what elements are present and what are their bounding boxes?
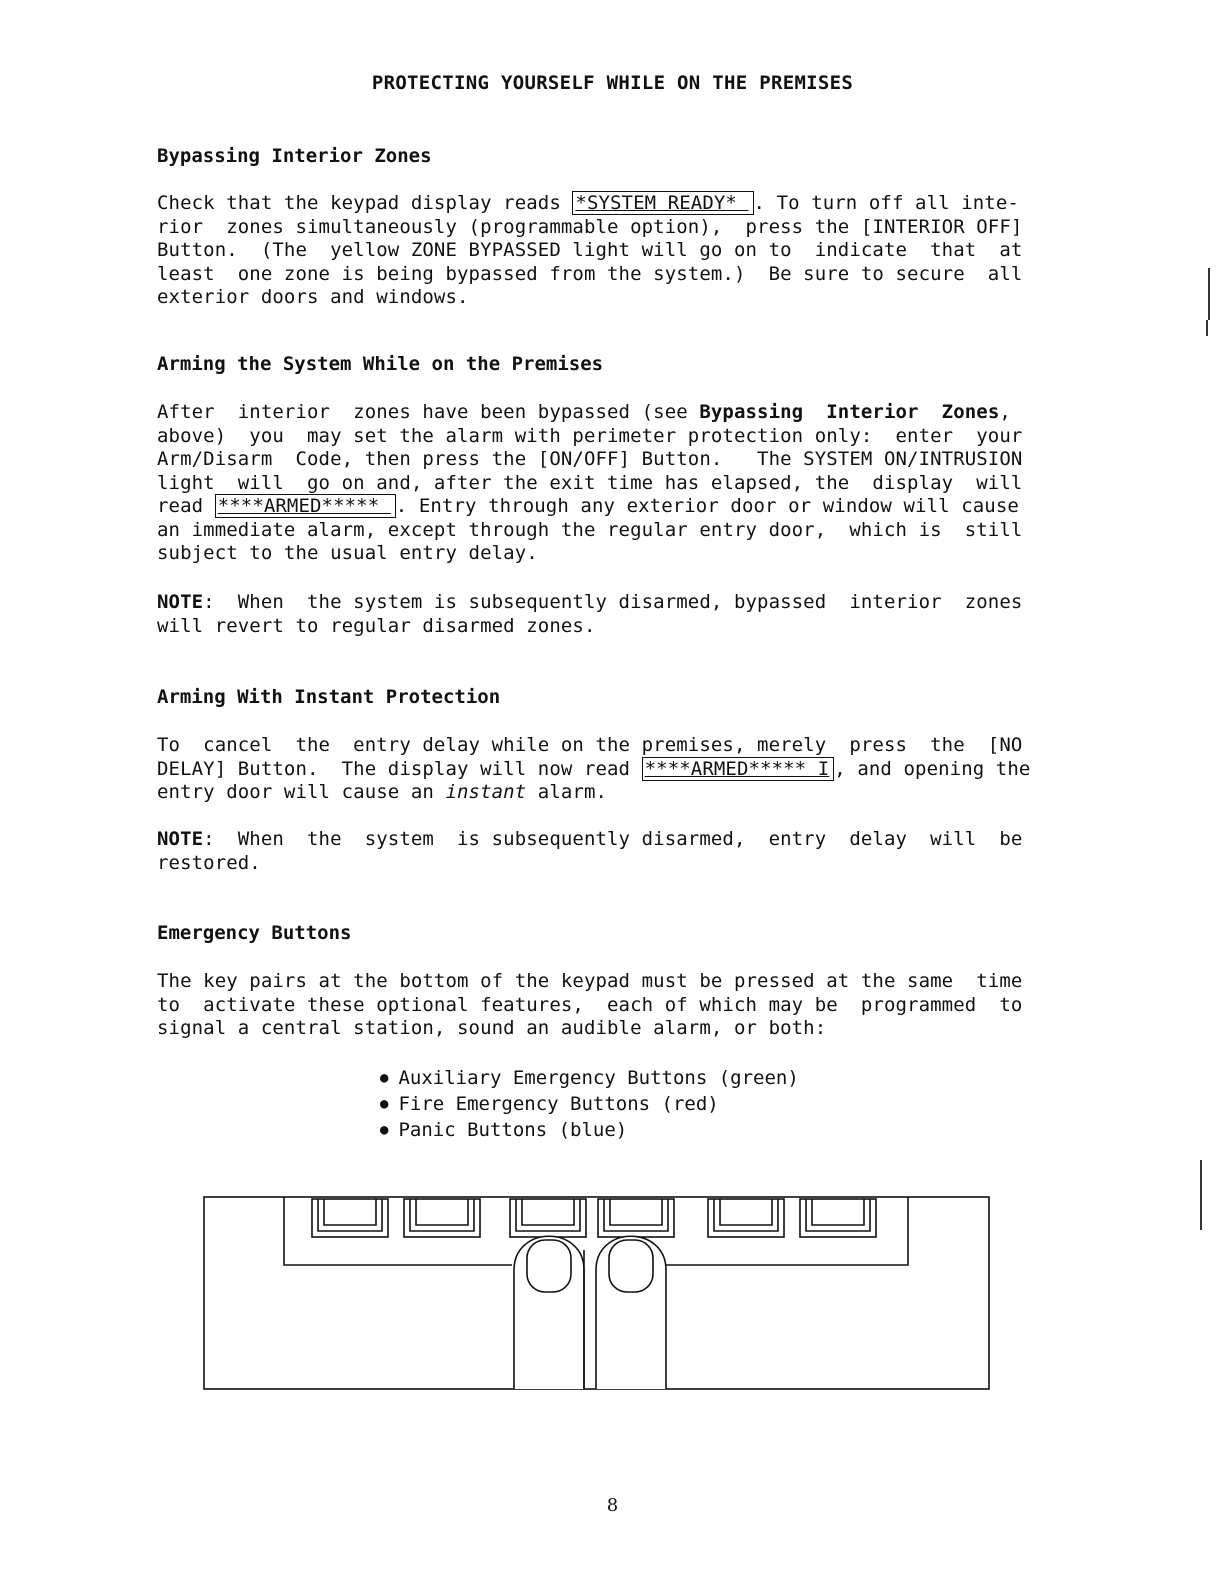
key-6 (800, 1199, 876, 1237)
text-line: rior zones simultaneously (programmable option), press the [INTERIOR OFF] (157, 215, 1023, 238)
keypad-illustration (200, 1190, 995, 1395)
text-line: least one zone is being bypassed from the system.) Be sure to secure all (157, 262, 1023, 285)
text-line: to activate these optional features, each of which may be programmed to (157, 993, 1023, 1016)
text-line (157, 758, 1041, 782)
list-item: ● Auxiliary Emergency Buttons (green) (380, 1066, 799, 1092)
text-line: light will go on and, after the exit time has elapsed, the display will (157, 471, 1023, 494)
text-span: DELAY] Button. The display will now read (157, 757, 642, 780)
text-span: : When the system is subsequently disarmed, bypassed interior zones (203, 591, 1023, 613)
text-span: . To turn off all inte- (753, 192, 1019, 214)
text-line: Arm/Disarm Code, then press the [ON/OFF] Button. The SYSTEM ON/INTRUSION (157, 448, 1023, 470)
finger-right (596, 1236, 666, 1389)
text-span: read (157, 495, 215, 517)
text-line (157, 828, 1041, 852)
paragraph-emergency (157, 970, 1041, 1041)
margin-mark (1208, 268, 1210, 320)
section-heading-arming-premises: Arming the System While on the Premises (157, 353, 604, 375)
note-arming-premises (157, 591, 1041, 638)
text-line: subject to the usual entry delay. (157, 542, 538, 564)
paragraph-bypassing (157, 192, 1041, 310)
key-2 (404, 1199, 480, 1237)
text-span: alarm. (526, 781, 608, 803)
text-line (157, 401, 1041, 425)
text-line: signal a central station, sound an audible alarm, or both: (157, 1017, 827, 1039)
text-line: exterior doors and windows. (157, 286, 469, 308)
text-line: To cancel the entry delay while on the premises, merely press the [NO (157, 734, 1023, 756)
keypad-display-armed: ****ARMED***** (215, 494, 396, 518)
text-line (157, 591, 1041, 615)
note-label: NOTE (157, 591, 204, 613)
text-span: , (999, 401, 1011, 423)
key-1 (312, 1199, 388, 1237)
text-line (157, 192, 1041, 216)
keypad-display-armed-instant: ****ARMED***** I (642, 757, 835, 781)
text-line: Button. (The yellow ZONE BYPASSED light will go on to indicate that at (157, 239, 1023, 261)
page-number: 8 (606, 1495, 619, 1516)
list-item: ● Fire Emergency Buttons (red) (380, 1092, 799, 1118)
text-line: an immediate alarm, except through the regular entry door, which is still (157, 518, 1023, 541)
margin-mark (1200, 1160, 1202, 1230)
margin-mark (1206, 320, 1208, 336)
text-span: . Entry through any exterior door or window will cause (395, 495, 1019, 517)
key-5 (708, 1199, 784, 1237)
text-span: Check that the keypad display reads (157, 192, 573, 214)
text-span: entry door will cause an (157, 781, 446, 803)
key-4 (598, 1199, 674, 1237)
text-line: The key pairs at the bottom of the keypad must be pressed at the same time (157, 970, 1023, 992)
panel-frame-right (666, 1197, 908, 1265)
text-span: , and opening the (834, 757, 1031, 780)
note-instant (157, 828, 1041, 875)
list-item: ● Panic Buttons (blue) (380, 1118, 799, 1144)
paragraph-arming-premises (157, 401, 1041, 566)
cross-reference: Bypassing Interior Zones (699, 401, 1000, 423)
text-line: above) you may set the alarm with perimeter protection only: enter your (157, 424, 1023, 447)
keypad-display-system-ready: *SYSTEM READY* (572, 191, 753, 215)
section-heading-emergency: Emergency Buttons (157, 922, 352, 944)
text-line (157, 495, 1041, 519)
finger-left (514, 1236, 584, 1389)
text-line: will revert to regular disarmed zones. (157, 614, 596, 637)
paragraph-instant (157, 734, 1041, 805)
emphasis: instant (445, 781, 527, 803)
emergency-button-list (380, 1066, 799, 1144)
key-3 (510, 1199, 586, 1237)
text-span: : When the system is subsequently disarmed, entry delay will be (203, 828, 1023, 850)
text-line (157, 781, 1041, 805)
page-title: PROTECTING YOURSELF WHILE ON THE PREMISES (371, 72, 854, 94)
text-line: restored. (157, 851, 261, 874)
section-heading-instant: Arming With Instant Protection (157, 686, 501, 708)
note-label: NOTE (157, 828, 204, 850)
section-heading-bypassing: Bypassing Interior Zones (157, 145, 432, 167)
text-span: After interior zones have been bypassed (see (157, 401, 700, 423)
